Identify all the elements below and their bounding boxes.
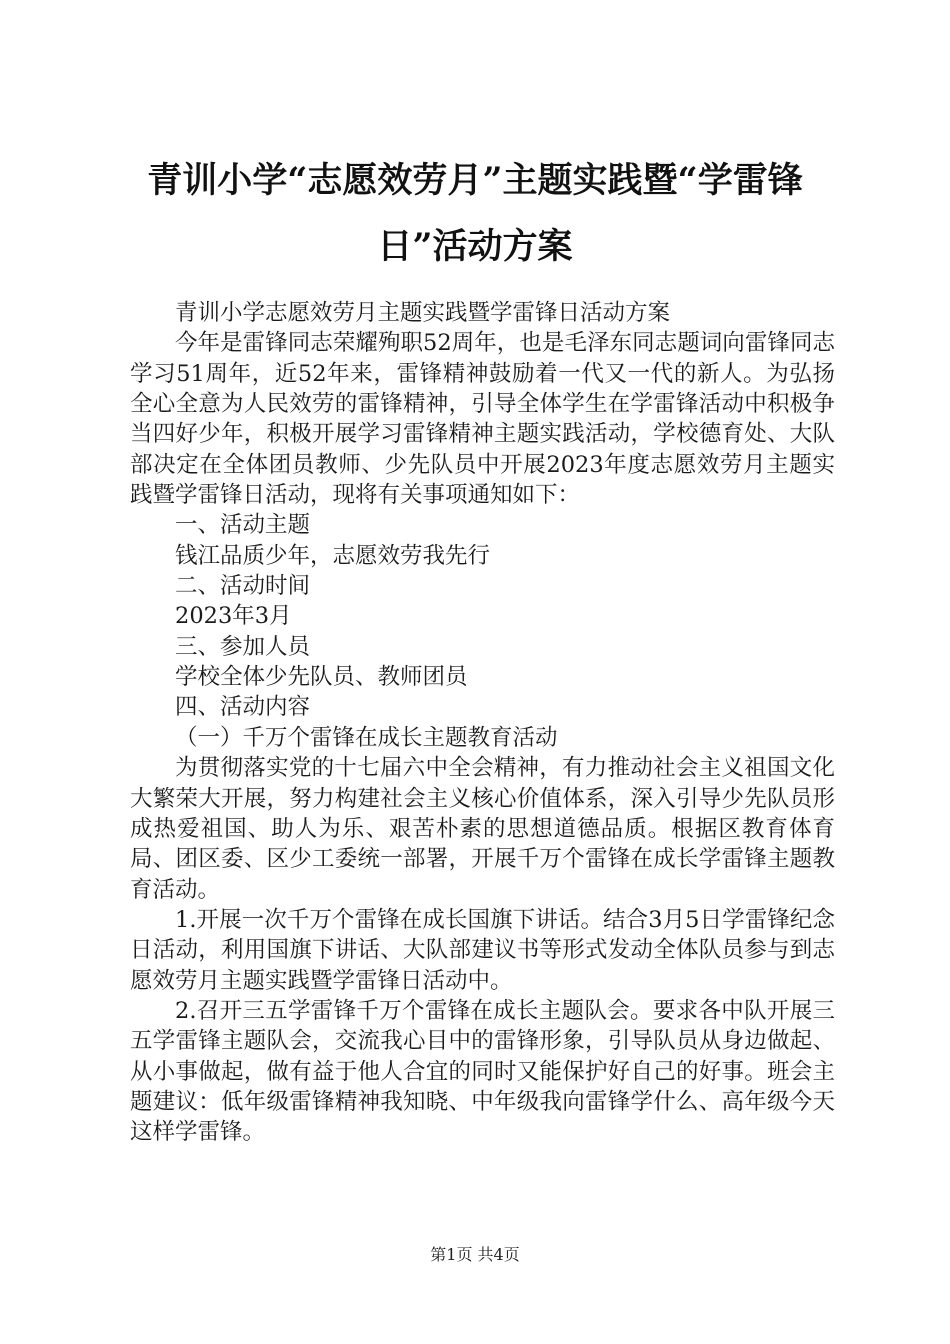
paragraph-subtitle: 青训小学志愿效劳月主题实践暨学雷锋日活动方案 — [175, 300, 671, 326]
paragraph-intro: 今年是雷锋同志荣耀殉职52周年，也是毛泽东同志题词向雷锋同志学习51周年，近52年来，雷锋精神鼓励着一代又一代的新人。为弘扬全心全意为人民效劳的雷锋精神，引导全体学生在学雷锋活动中积极争当四好少年，积极开展学习雷锋精神主题实践活动，学校德育处、大队部决定在全体团员教师、少先队员中开展2023年度志愿效劳月主题实践暨学雷锋日活动，现将有关事项通知如下： — [130, 330, 835, 509]
subsection-heading-1: （一）千万个雷锋在成长主题教育活动 — [175, 724, 558, 751]
document-body — [130, 298, 835, 1148]
paragraph-content-intro: 为贯彻落实党的十七届六中全会精神，有力推动社会主义祖国文化大繁荣大开展，努力构建社会主义核心价值体系，深入引导少先队员形成热爱祖国、助人为乐、艰苦朴素的思想道德品质。根据区教育体育局、团区委、区少工委统一部署，开展千万个雷锋在成长学雷锋主题教育活动。 — [130, 755, 835, 903]
document-title-line-2: 日”活动方案 — [377, 226, 573, 267]
page-footer: 第1页 共4页 — [430, 1245, 520, 1264]
paragraph-theme: 钱江品质少年，志愿效劳我先行 — [175, 542, 491, 569]
section-heading-time: 二、活动时间 — [175, 573, 311, 600]
section-heading-theme: 一、活动主题 — [175, 512, 311, 539]
paragraph-item-1: 1.开展一次千万个雷锋在成长国旗下讲话。结合3月5日学雷锋纪念日活动，利用国旗下讲话、大队部建议书等形式发动全体队员参与到志愿效劳月主题实践暨学雷锋日活动中。 — [130, 906, 835, 994]
document-title-line-1: 青训小学“志愿效劳月”主题实践暨“学雷锋 — [147, 160, 803, 201]
section-heading-content: 四、活动内容 — [175, 694, 311, 721]
paragraph-item-2: 2.召开三五学雷锋千万个雷锋在成长主题队会。要求各中队开展三五学雷锋主题队会，交流我心目中的雷锋形象，引导队员从身边做起、从小事做起，做有益于他人合宜的同时又能保护好自己的好事。班会主题建议：低年级雷锋精神我知晓、中年级我向雷锋学什么、高年级今天这样学雷锋。 — [130, 997, 835, 1146]
paragraph-time: 2023年3月 — [175, 603, 292, 630]
paragraph-participants: 学校全体少先队员、教师团员 — [175, 664, 468, 691]
section-heading-participants: 三、参加人员 — [175, 633, 311, 660]
